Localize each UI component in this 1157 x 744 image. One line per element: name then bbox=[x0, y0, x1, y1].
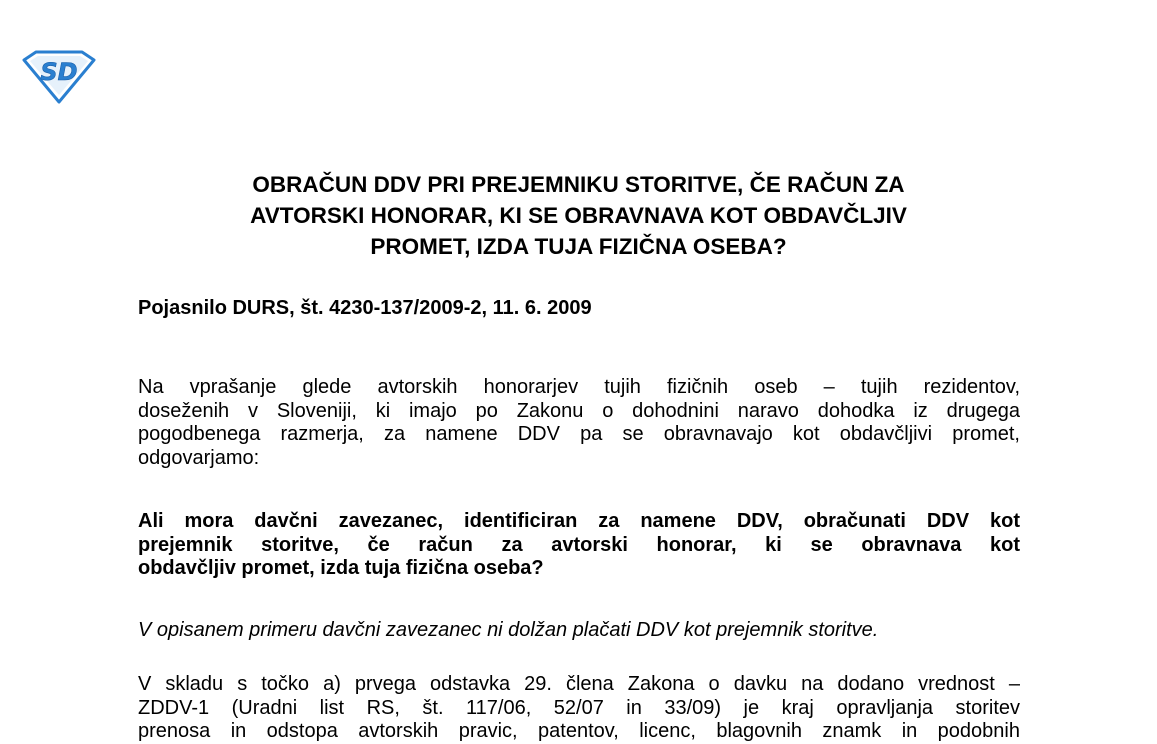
logo-icon bbox=[22, 50, 96, 104]
text-line: ZDDV-1 (Uradni list RS, št. 117/06, 52/07 in 33/09) je kraj opravljanja storitev bbox=[138, 696, 1020, 719]
document-reference: Pojasnilo DURS, št. 4230-137/2009-2, 11. 6. 2009 bbox=[138, 297, 592, 319]
title-line: OBRAČUN DDV PRI PREJEMNIKU STORITVE, ČE RAČUN ZA bbox=[252, 172, 905, 197]
text-line: Na vprašanje glede avtorskih honorarjev tujih fizičnih oseb – tujih rezidentov, bbox=[138, 376, 1020, 398]
logo-text: SD bbox=[40, 58, 78, 86]
text-line: prenosa in odstopa avtorskih pravic, patentov, licenc, blagovnih znamk in podobnih bbox=[138, 720, 1020, 742]
law-paragraph bbox=[138, 673, 1020, 744]
document-title bbox=[100, 169, 1057, 262]
text-line: V skladu s točko a) prvega odstavka 29. člena Zakona o davku na dodano vrednost – bbox=[138, 673, 1020, 695]
answer-paragraph: V opisanem primeru davčni zavezanec ni dolžan plačati DDV kot prejemnik storitve. bbox=[138, 619, 879, 641]
text-line: pogodbenega razmerja, za namene DDV pa se obravnavajo kot obdavčljivi promet, bbox=[138, 423, 1020, 445]
text-line: doseženih v Sloveniji, ki imajo po Zakonu o dohodnini naravo dohodka iz drugega bbox=[138, 399, 1020, 422]
question-paragraph bbox=[138, 510, 1020, 581]
intro-paragraph bbox=[138, 376, 1020, 470]
text-line: prejemnik storitve, če račun za avtorski honorar, ki se obravnava kot bbox=[138, 533, 1020, 556]
text-line: Ali mora davčni zavezanec, identificiran za namene DDV, obračunati DDV kot bbox=[138, 510, 1020, 532]
text-line: obdavčljiv promet, izda tuja fizična oseba? bbox=[138, 557, 544, 579]
text-line: odgovarjamo: bbox=[138, 446, 260, 469]
title-line: PROMET, IZDA TUJA FIZIČNA OSEBA? bbox=[370, 234, 787, 259]
title-line: AVTORSKI HONORAR, KI SE OBRAVNAVA KOT OBDAVČLJIV bbox=[250, 203, 907, 228]
